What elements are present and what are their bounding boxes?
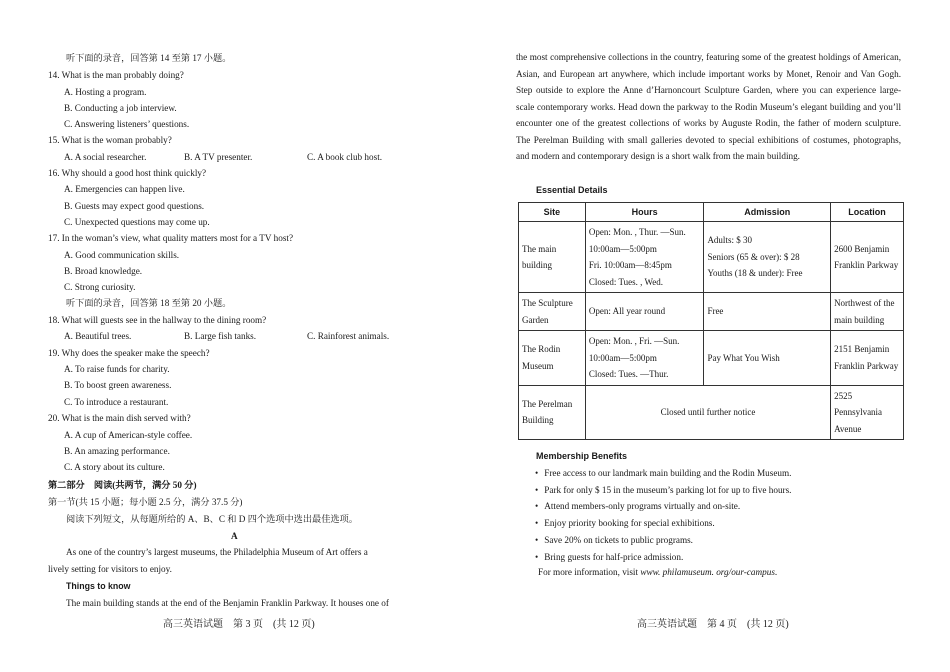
listening-direction-2: 听下面的录音，回答第 18 至第 20 小题。 (66, 298, 232, 308)
option-15c: C. A book club host. (307, 152, 383, 162)
site-cell: The Sculpture Garden (519, 293, 586, 331)
question-17: 17. In the woman’s view, what quality matters most for a TV host? (48, 233, 294, 243)
essential-details-table (518, 202, 904, 440)
list-item: • Bring guests for half-price admission. (535, 549, 791, 566)
hours-line: Open: Mon. , Fri. —Sun. (588, 336, 680, 346)
admission-line: Youths (18 & under): Free (707, 268, 803, 279)
option-18b: B. Large fish tanks. (184, 331, 257, 341)
benefits-list (535, 465, 791, 565)
question-14: 14. What is the man probably doing? (48, 70, 184, 80)
question-19: 19. Why does the speaker make the speech? (48, 348, 210, 358)
option-17c: C. Strong curiosity. (64, 282, 136, 292)
table-row (519, 385, 904, 440)
table-row (519, 293, 904, 331)
intro-line-2: lively setting for visitors to enjoy. (48, 564, 172, 574)
page-footer-right: 高三英语试题 第 4 页 (共 12 页) (637, 619, 789, 630)
admission-cell (704, 222, 831, 293)
right-page (475, 0, 950, 672)
hours-line: Closed: Tues. , Wed. (588, 276, 663, 287)
intro-line-1: As one of the country’s largest museums, the Philadelphia Museum of Art offers a (66, 547, 368, 557)
section-one-heading: 第一节(共 15 小题；每小题 2.5 分，满分 37.5 分) (48, 497, 243, 507)
site-cell: The Rodin Museum (519, 331, 586, 386)
option-18c: C. Rainforest animals. (307, 331, 390, 341)
list-item: • Save 20% on tickets to public programs. (535, 532, 791, 549)
admission-cell: Pay What You Wish (704, 331, 831, 386)
header-hours: Hours (585, 203, 704, 222)
option-16c: C. Unexpected questions may come up. (64, 217, 210, 227)
option-15b: B. A TV presenter. (184, 152, 253, 162)
admission-line: Adults: $ 30 (707, 235, 752, 246)
option-17a: A. Good communication skills. (64, 250, 180, 260)
question-16: 16. Why should a good host think quickly? (48, 168, 207, 178)
hours-cell: Open: All year round (585, 293, 704, 331)
option-14a: A. Hosting a program. (64, 87, 147, 97)
admission-cell: Free (704, 293, 831, 331)
option-16a: A. Emergencies can happen live. (64, 184, 185, 194)
location-cell: 2600 Benjamin Franklin Parkway (831, 222, 904, 293)
question-15: 15. What is the woman probably? (48, 135, 172, 145)
more-info-suffix: . (774, 567, 778, 577)
listening-direction-1: 听下面的录音，回答第 14 至第 17 小题。 (66, 53, 232, 63)
list-item: • Attend members-only programs virtually and on-site. (535, 498, 791, 515)
table-row (519, 331, 904, 386)
option-19b: B. To boost green awareness. (64, 380, 172, 390)
site-cell: The Perelman Building (519, 385, 586, 440)
option-20b: B. An amazing performance. (64, 446, 170, 456)
more-info-line (538, 566, 777, 579)
table-header-row (519, 203, 904, 222)
things-to-know-heading: Things to know (66, 581, 131, 591)
main-building-intro: The main building stands at the end of the Benjamin Franklin Parkway. It houses one of (66, 598, 389, 608)
option-18a: A. Beautiful trees. (64, 331, 132, 341)
hours-cell (585, 331, 704, 386)
closed-note-cell: Closed until further notice (585, 385, 830, 440)
reading-direction: 阅读下列短文，从每题所给的 A、B、C 和 D 四个选项中选出最佳选项。 (66, 514, 358, 524)
essential-details-heading: Essential Details (536, 185, 608, 195)
location-cell: 2525 Pennsylvania Avenue (831, 385, 904, 440)
list-item: • Park for only $ 15 in the museum’s parking lot for up to five hours. (535, 482, 791, 499)
option-17b: B. Broad knowledge. (64, 266, 143, 276)
header-location: Location (831, 203, 904, 222)
hours-cell (585, 222, 704, 293)
hours-line: Closed: Tues. —Thur. (588, 369, 669, 379)
table-row (519, 222, 904, 293)
location-cell: Northwest of the main building (831, 293, 904, 331)
option-20c: C. A story about its culture. (64, 462, 165, 472)
more-info-url[interactable]: www. philamuseum. org/our-campus (640, 567, 775, 577)
hours-line: 10:00am—5:00pm (588, 243, 657, 254)
site-cell: The main building (519, 222, 586, 293)
part-two-heading: 第二部分 阅读(共两节，满分 50 分) (48, 480, 197, 490)
page-footer-left: 高三英语试题 第 3 页 (共 12 页) (163, 619, 315, 630)
header-admission: Admission (704, 203, 831, 222)
passage-letter: A (231, 531, 238, 541)
option-14c: C. Answering listeners’ questions. (64, 119, 190, 129)
list-item: • Free access to our landmark main building and the Rodin Museum. (535, 465, 791, 482)
admission-line: Seniors (65 & over): $ 28 (707, 251, 800, 262)
option-15a: A. A social researcher. (64, 152, 147, 162)
option-16b: B. Guests may expect good questions. (64, 201, 205, 211)
option-19c: C. To introduce a restaurant. (64, 397, 169, 407)
list-item: • Enjoy priority booking for special exhibitions. (535, 515, 791, 532)
question-20: 20. What is the main dish served with? (48, 413, 191, 423)
option-19a: A. To raise funds for charity. (64, 364, 170, 374)
header-site: Site (519, 203, 586, 222)
hours-line: Fri. 10:00am—8:45pm (588, 260, 672, 270)
location-cell: 2151 Benjamin Franklin Parkway (831, 331, 904, 386)
hours-line: Open: Mon. , Thur. —Sun. (588, 227, 686, 237)
question-18: 18. What will guests see in the hallway to the dining room? (48, 315, 267, 325)
more-info-prefix: For more information, visit (538, 567, 641, 577)
option-14b: B. Conducting a job interview. (64, 103, 177, 113)
hours-line: 10:00am—5:00pm (588, 352, 657, 363)
collection-paragraph: the most comprehensive collections in the country, featuring some of the greatest holdings of American, Asian, and European art anywhere, which include important works by Monet, Renoir and Van Gogh. Step outside to explore the Anne d’Harnoncourt Sculpture Garden, where you can experience large-scale contemporary works. Head down the parkway to the Rodin Museum’s elegant building and you’ll encounter one of the greatest collections of works by Auguste Rodin, the father of modern sculpture. The Perelman Building with small galleries devoted to special exhibitions of costumes, photographs, and modern and contemporary design is a short walk from the main building. (516, 52, 901, 161)
membership-benefits-heading: Membership Benefits (536, 451, 628, 461)
option-20a: A. A cup of American-style coffee. (64, 430, 193, 440)
